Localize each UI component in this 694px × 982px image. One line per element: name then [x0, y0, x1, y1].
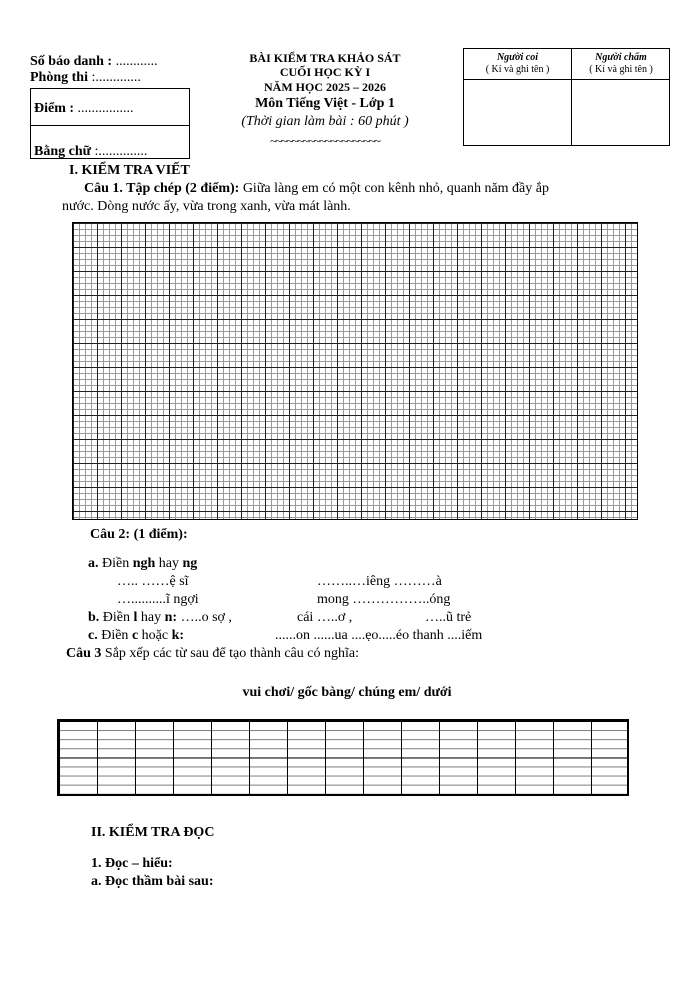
- question2b-item3[interactable]: …..ũ trẻ: [425, 610, 472, 625]
- sentence-writing-grid[interactable]: [57, 719, 629, 796]
- school-year: NĂM HỌC 2025 – 2026: [264, 80, 386, 94]
- score-dots: ................: [77, 101, 134, 116]
- section-writing-title: I. KIỂM TRA VIẾT: [69, 163, 190, 178]
- signature-header-divider: [464, 79, 669, 80]
- score-in-words-line: [34, 144, 147, 160]
- question2-heading: [90, 527, 188, 543]
- candidate-number-line: [30, 54, 158, 70]
- question2b-or: hay: [137, 610, 165, 625]
- candidate-number-label: Số báo danh :: [30, 54, 113, 69]
- proctor-title: Người coi: [496, 52, 539, 63]
- question1-line1: [84, 181, 549, 197]
- question2-points: : (1 điểm):: [125, 527, 188, 542]
- reading-comprehension-title: 1. Đọc – hiểu:: [91, 856, 173, 871]
- score-in-words-dots: :..............: [94, 144, 148, 159]
- question3-label: Câu 3: [66, 646, 102, 661]
- score-in-words-label: Bằng chữ: [34, 144, 92, 159]
- question2b-n: n:: [164, 610, 178, 625]
- score-line: [34, 101, 134, 117]
- question2a-label: a.: [88, 556, 99, 571]
- question1-label: Câu 1. Tập chép (2 điểm):: [84, 181, 240, 196]
- exam-room-label: Phòng thi: [30, 70, 88, 85]
- exam-room-dots: :.............: [91, 70, 141, 85]
- question2a-item1[interactable]: ….. ……ệ sĩ: [117, 574, 189, 589]
- question2b-l: l: [133, 610, 138, 625]
- grader-subtitle: ( Kí và ghi tên ): [589, 64, 653, 75]
- question2a-ng: ng: [182, 556, 198, 571]
- question2a-or: hay: [155, 556, 183, 571]
- subject-title: Môn Tiếng Việt - Lớp 1: [255, 96, 395, 111]
- question2a-item3[interactable]: …..........ĩ ngợi: [117, 592, 199, 607]
- signature-table: [463, 48, 670, 146]
- proctor-subtitle: ( Kí và ghi tên ): [485, 64, 550, 75]
- question3-words: vui chơi/ gốc bàng/ chúng em/ dưới: [242, 685, 452, 700]
- question2b-label: b.: [88, 610, 100, 625]
- question2a-item2[interactable]: ……..…iêng ………à: [317, 574, 442, 589]
- question2a-instruction: [88, 556, 197, 572]
- candidate-number-dots: ............: [115, 54, 158, 69]
- question2c-text: Điền: [97, 628, 132, 643]
- exam-room-line: [30, 70, 141, 86]
- silent-reading-title: a. Đọc thầm bài sau:: [91, 874, 214, 889]
- question2c-c: c: [131, 628, 139, 643]
- question2b-item1[interactable]: …..o sợ ,: [177, 610, 232, 625]
- question2-label: Câu 2: [90, 527, 126, 542]
- question2c-k: k:: [171, 628, 185, 643]
- question3-line: [66, 646, 359, 662]
- grader-title: Người chấm: [595, 52, 647, 63]
- exam-title-line1: BÀI KIỂM TRA KHẢO SÁT: [249, 51, 401, 65]
- handwriting-grid[interactable]: [72, 222, 638, 520]
- question2a-item4[interactable]: mong ……………..óng: [317, 592, 451, 607]
- question2a-ngh: ngh: [132, 556, 156, 571]
- question2a-text: Điền: [98, 556, 133, 571]
- score-label: Điểm :: [34, 101, 75, 116]
- question2c-instruction: [88, 628, 184, 644]
- exam-duration: (Thời gian làm bài : 60 phút ): [241, 114, 409, 129]
- question3-text: Sắp xếp các từ sau để tạo thành câu có nghĩa:: [101, 646, 359, 661]
- decorative-wave: ~~~~~~~~~~~~~~~~~~~~: [270, 134, 380, 148]
- exam-title-line2: CUỐI HỌC KỲ I: [279, 65, 371, 79]
- question2b-text: Điền: [99, 610, 134, 625]
- section-reading-title: II. KIỂM TRA ĐỌC: [91, 825, 215, 840]
- question1-text1: Giữa làng em có một con kênh nhỏ, quanh năm đầy ắp: [239, 181, 549, 196]
- score-box-divider: [31, 125, 189, 126]
- question2c-or: hoặc: [138, 628, 172, 643]
- question2c-label: c.: [88, 628, 98, 643]
- question2c-items[interactable]: ......on ......ua ....ẹo.....éo thanh ....iếm: [275, 628, 483, 643]
- question2b-item2[interactable]: cái …..ơ ,: [297, 610, 353, 625]
- question2b-instruction: [88, 610, 232, 626]
- question1-text2: nước. Dòng nước ấy, vừa trong xanh, vừa mát lành.: [62, 199, 351, 214]
